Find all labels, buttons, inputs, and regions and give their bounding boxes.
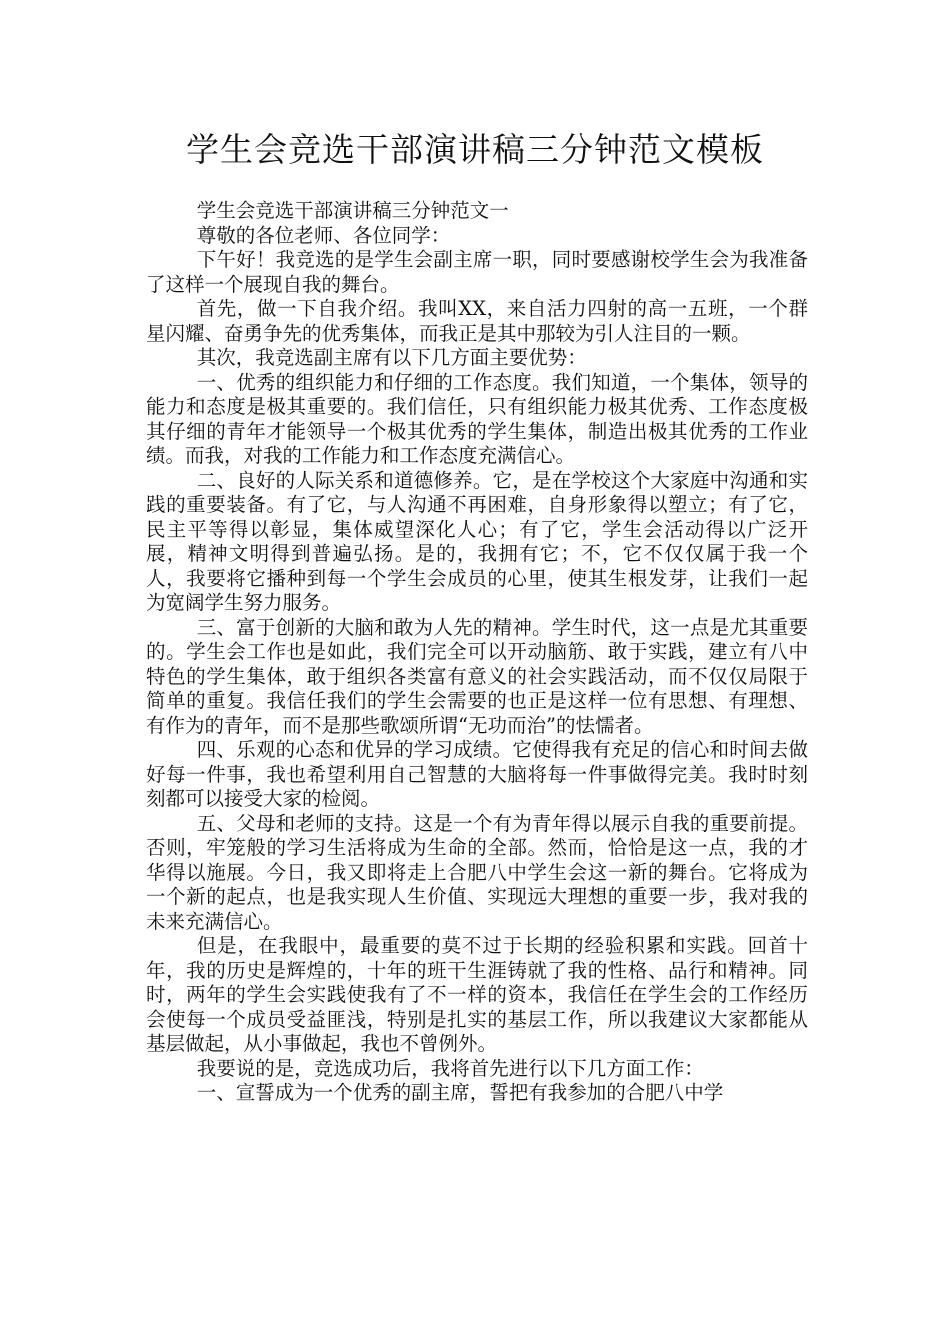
document-body [146,199,808,1106]
paragraph-introduction: 首先，做一下自我介绍。我叫XX，来自活力四射的高一五班，一个群星闪耀、奋勇争先的优秀集体，而我正是其中那较为引人注目的一颗。 [146,297,808,345]
paragraph-salutation: 尊敬的各位老师、各位同学： [196,223,451,247]
paragraph-advantages-intro: 其次，我竞选副主席有以下几方面主要优势： [196,346,587,369]
paragraph-advantage-2: 二、良好的人际关系和道德修养。它，是在学校这个大家庭中沟通和实践的重要装备。有了它，与人沟通不再困难，自身形象得以塑立；有了它，民主平等得以彰显，集体威望深化人心；有了它，学生会活动得以广泛开展，精神文明得到普遍弘扬。是的，我拥有它；不，它不仅仅属于我一个人，我要将它播种到每一个学生会成员的心里，使其生根发芽，让我们一起为宽阔学生努力服务。 [146,468,808,614]
paragraph-plans-intro: 我要说的是，竞选成功后，我将首先进行以下几方面工作： [196,1056,704,1080]
document-title: 学生会竞选干部演讲稿三分钟范文模板 [186,130,764,169]
paragraph-advantage-4: 四、乐观的心态和优异的学习成绩。它使得我有充足的信心和时间去做好每一件事，我也希望利用自己智慧的大脑将每一件事做得完美。我时时刻刻都可以接受大家的检阅。 [146,738,808,810]
paragraph-advantage-1: 一、优秀的组织能力和仔细的工作态度。我们知道，一个集体，领导的能力和态度是极其重要的。我们信任，只有组织能力极其优秀、工作态度极其仔细的青年才能领导一个极其优秀的学生集体，制造出极其优秀的工作业绩。而我，对我的工作能力和工作态度充满信心。 [146,370,808,467]
paragraph-advantage-3: 三、富于创新的大脑和敢为人先的精神。学生时代，这一点是尤其重要的。学生会工作也是如此，我们完全可以开动脑筋、敢于实践，建立有八中特色的学生集体，敢于组织各类富有意义的社会实践活动，而不仅仅局限于简单的重复。我信任我们的学生会需要的也正是这样一位有思想、有理想、有作为的青年，而不是那些歌颂所谓“无功而治”的怯懦者。 [146,615,808,737]
paragraph-greeting: 下午好！我竞选的是学生会副主席一职，同时要感谢校学生会为我准备了这样一个展现自我的舞台。 [146,248,808,296]
paragraph-experience: 但是，在我眼中，最重要的莫不过于长期的经验积累和实践。回首十年，我的历史是辉煌的，十年的班干生涯铸就了我的性格、品行和精神。同时，两年的学生会实践使我有了不一样的资本，我信任在学生会的工作经历会使每一个成员受益匪浅，特别是扎实的基层工作，所以我建议大家都能从基层做起，从小事做起，我也不曾例外。 [146,934,808,1055]
paragraph-plan-1: 一、宣誓成为一个优秀的副主席，誓把有我参加的合肥八中学 [196,1081,724,1104]
paragraph-subtitle: 学生会竞选干部演讲稿三分钟范文一 [196,199,509,222]
paragraph-advantage-5: 五、父母和老师的支持。这是一个有为青年得以展示自我的重要前提。否则，牢笼般的学习生活将成为生命的全部。然而，恰恰是这一点，我的才华得以施展。今日，我又即将走上合肥八中学生会这一新的舞台。它将成为一个新的起点，也是我实现人生价值、实现远大理想的重要一步，我对我的未来充满信心。 [146,811,808,933]
